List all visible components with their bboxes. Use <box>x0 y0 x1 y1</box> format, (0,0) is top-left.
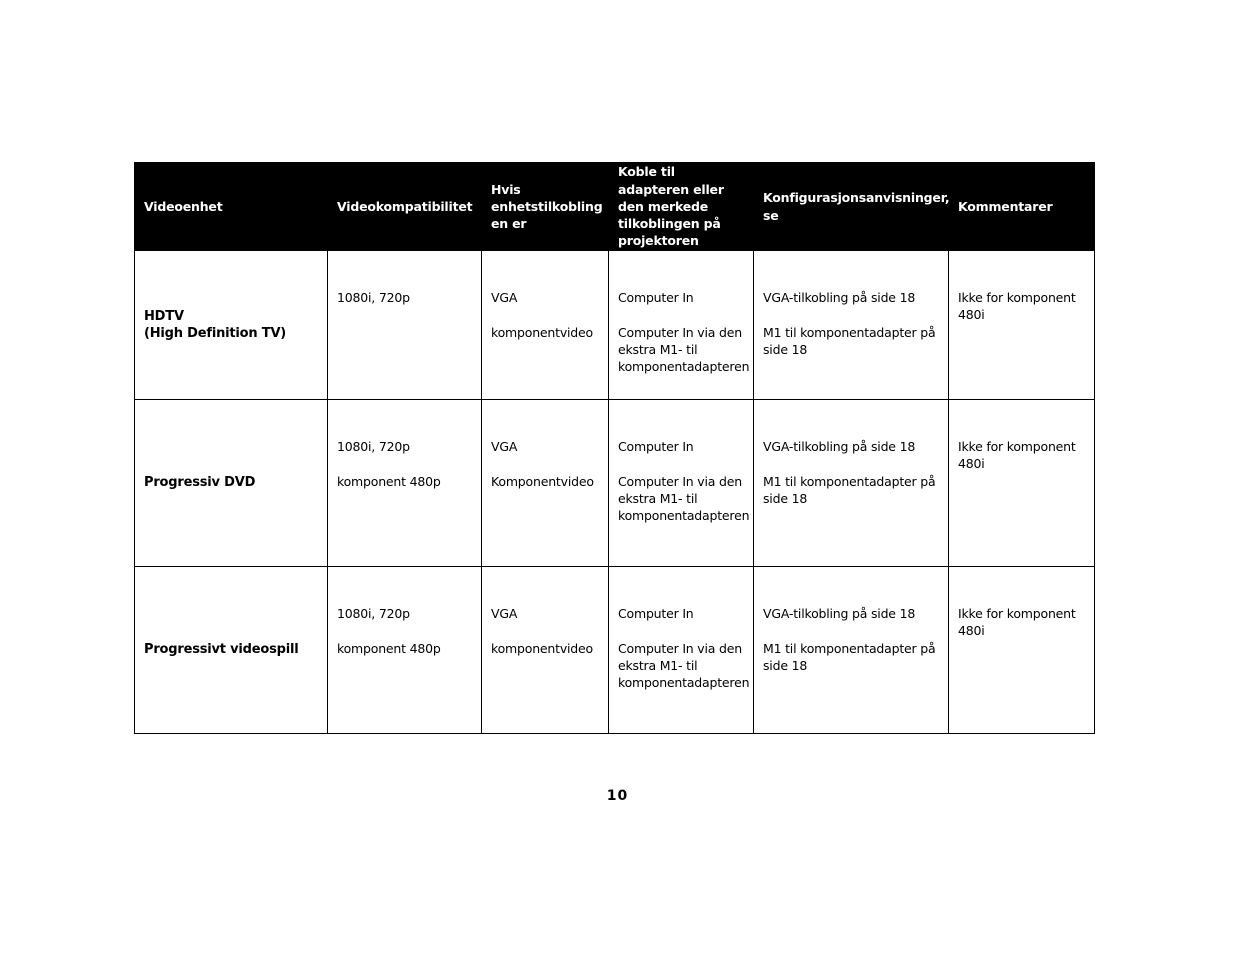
config-value: M1 til komponentadapter på side 18 <box>763 473 936 506</box>
cell-compatibility <box>328 567 482 734</box>
connection-value: komponentvideo <box>491 324 593 340</box>
compat-value: komponent 480p <box>337 473 441 489</box>
adapter-value: Computer In <box>618 606 694 621</box>
video-compatibility-table <box>134 162 1095 734</box>
header-configuration-instructions: Konfigurasjonsanvisninger, se <box>754 163 949 251</box>
config-value: M1 til komponentadapter på side 18 <box>763 640 936 673</box>
config-value: M1 til komponentadapter på side 18 <box>763 324 936 357</box>
adapter-value: Computer In <box>618 439 694 454</box>
cell-configuration <box>754 251 949 400</box>
cell-configuration <box>754 567 949 734</box>
device-name: Progressivt videospill <box>144 642 299 658</box>
adapter-value: Computer In via den ekstra M1- til komponentadapteren <box>618 473 750 524</box>
adapter-value: Computer In via den ekstra M1- til komponentadapteren <box>618 324 750 375</box>
compat-value: 1080i, 720p <box>337 606 410 621</box>
cell-connection <box>482 400 609 567</box>
compat-value: 1080i, 720p <box>337 439 410 454</box>
cell-connection <box>482 567 609 734</box>
adapter-value: Computer In <box>618 290 694 305</box>
header-comments: Kommentarer <box>949 163 1095 251</box>
config-value: VGA-tilkobling på side 18 <box>763 439 916 454</box>
adapter-value: Computer In via den ekstra M1- til komponentadapteren <box>618 640 750 691</box>
connection-value: Komponentvideo <box>491 473 594 489</box>
device-name: Progressiv DVD <box>144 475 256 491</box>
connection-value: komponentvideo <box>491 640 593 656</box>
cell-device <box>135 251 328 400</box>
cell-connection <box>482 251 609 400</box>
cell-device <box>135 567 328 734</box>
cell-comments <box>949 251 1095 400</box>
cell-adapter <box>609 400 754 567</box>
table-header-row <box>135 163 1095 251</box>
comment-value: Ikke for komponent 480i <box>958 290 1076 323</box>
cell-configuration <box>754 400 949 567</box>
page-number: 10 <box>606 788 629 804</box>
connection-value: VGA <box>491 606 518 621</box>
cell-adapter <box>609 251 754 400</box>
connection-value: VGA <box>491 439 518 454</box>
cell-adapter <box>609 567 754 734</box>
cell-comments <box>949 567 1095 734</box>
cell-compatibility <box>328 400 482 567</box>
compat-value: komponent 480p <box>337 640 441 656</box>
connection-value: VGA <box>491 290 518 305</box>
device-name-detail: (High Definition TV) <box>144 326 287 341</box>
cell-device <box>135 400 328 567</box>
table-row <box>135 567 1095 734</box>
header-device-connection: Hvis enhetstilkobling en er <box>482 163 609 251</box>
config-value: VGA-tilkobling på side 18 <box>763 290 916 305</box>
table-row <box>135 400 1095 567</box>
header-video-device: Videoenhet <box>135 163 328 251</box>
cell-comments <box>949 400 1095 567</box>
header-video-compatibility: Videokompatibilitet <box>328 163 482 251</box>
table-row <box>135 251 1095 400</box>
compat-value: 1080i, 720p <box>337 290 410 305</box>
comment-value: Ikke for komponent 480i <box>958 439 1076 472</box>
header-projector-connector: Koble til adapteren eller den merkede tilkoblingen på projektoren <box>609 163 754 251</box>
cell-compatibility <box>328 251 482 400</box>
config-value: VGA-tilkobling på side 18 <box>763 606 916 621</box>
device-name: HDTV <box>144 308 184 324</box>
comment-value: Ikke for komponent 480i <box>958 606 1076 639</box>
